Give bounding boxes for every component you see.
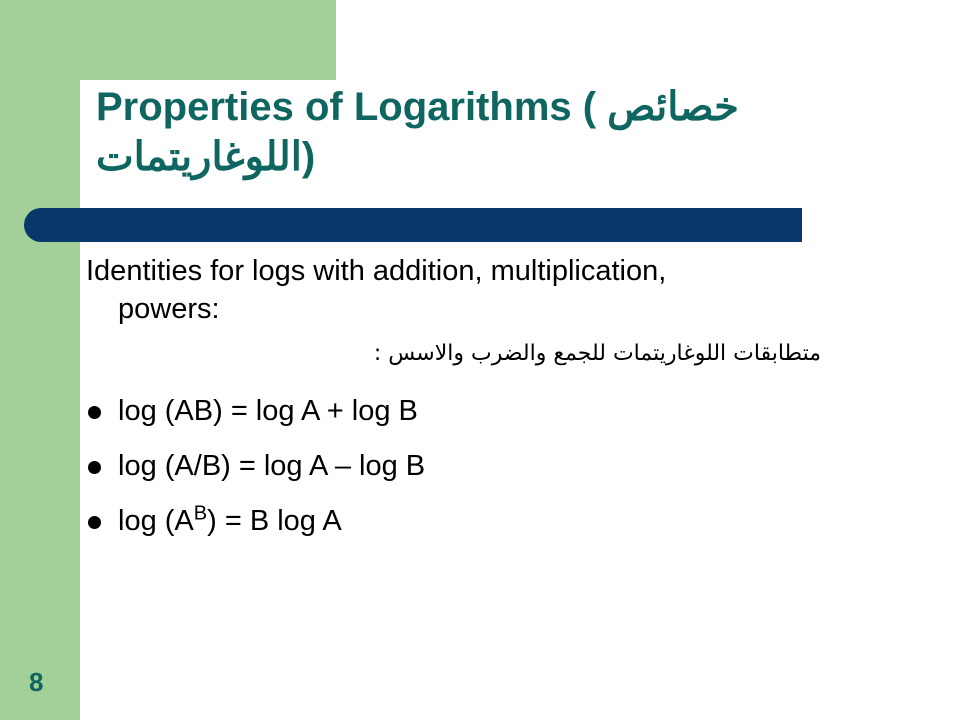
title-divider-bar — [24, 208, 802, 242]
identities-intro-line-2: powers: — [118, 293, 220, 325]
left-green-sidebar — [0, 0, 80, 720]
identity-power-prefix: log (A — [118, 505, 194, 537]
identity-product-text: log (AB) = log A + log B — [118, 395, 418, 427]
bullet-icon — [88, 406, 101, 419]
arabic-identities-text: متطابقات اللوغاريتمات للجمع والضرب والاسس : — [373, 341, 821, 366]
slide-title-line-2: اللوغاريتمات) — [96, 135, 316, 179]
slide-title-line-1: Properties of Logarithms ( خصائص — [96, 85, 739, 129]
identity-list-item-quotient — [86, 439, 866, 494]
identity-list-item-product — [86, 384, 866, 439]
identity-power-suffix: ) = B log A — [207, 505, 342, 537]
identities-intro — [86, 252, 866, 328]
identity-list-item-power — [86, 494, 866, 549]
slide-page-number: 8 — [29, 667, 44, 697]
bullet-icon — [88, 461, 101, 474]
identity-list — [86, 384, 866, 549]
identity-power-superscript: B — [193, 502, 208, 525]
slide-title — [96, 82, 856, 182]
identities-intro-line-1: Identities for logs with addition, multiplication, — [86, 255, 667, 287]
identity-quotient-text: log (A/B) = log A – log B — [118, 450, 426, 482]
bullet-icon — [88, 516, 101, 529]
top-green-band — [80, 0, 336, 80]
slide-body — [86, 252, 866, 549]
